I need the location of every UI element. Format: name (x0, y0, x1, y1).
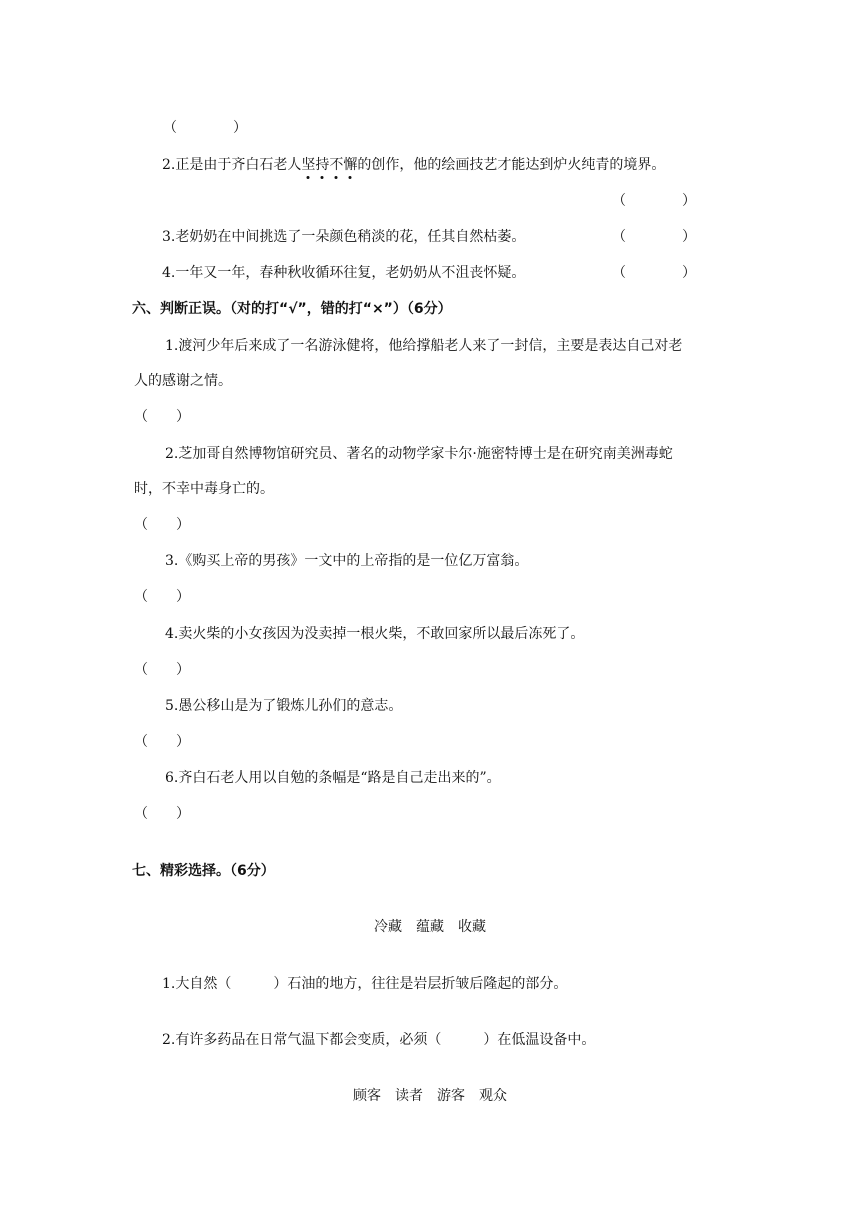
question-text: 的创作，他的绘画技艺才能达到炉火纯青的境界。 (357, 157, 666, 173)
answer-paren[interactable]: （ ） (612, 229, 696, 245)
sec6-question-2-line1: 2.芝加哥自然博物馆研究员、著名的动物学家卡尔·施密特博士是在研究南美洲毒蛇 (165, 446, 673, 462)
sec6-question-2-line2: 时，不幸中毒身亡的。 (134, 481, 274, 497)
answer-paren[interactable]: （ ） (612, 265, 696, 281)
sec7-question-1: 1.大自然（ ）石油的地方，往往是岩层折皱后隆起的部分。 (162, 976, 568, 992)
answer-paren[interactable]: （ ） (134, 806, 190, 822)
sec5-question-2 (162, 156, 665, 174)
answer-paren[interactable]: （ ） (134, 662, 190, 678)
answer-paren[interactable]: （ ） (134, 409, 190, 425)
sec6-question-4: 4.卖火柴的小女孩因为没卖掉一根火柴，不敢回家所以最后冻死了。 (165, 626, 585, 642)
answer-paren[interactable]: （ ） (134, 517, 190, 533)
section-6-title: 六、判断正误。（对的打“√”，错的打“×”）（6分） (132, 301, 452, 317)
emphasized-char: 坚 (301, 157, 315, 173)
answer-paren[interactable]: （ ） (134, 734, 190, 750)
sec6-question-6: 6.齐白石老人用以自勉的条幅是“路是自己走出来的”。 (165, 770, 501, 786)
sec6-question-1-line2: 人的感谢之情。 (134, 373, 232, 389)
emphasized-char: 不 (329, 157, 343, 173)
sec5-question-3: 3.老奶奶在中间挑选了一朵颜色稍淡的花，任其自然枯萎。 (162, 229, 526, 245)
word-choices-1: 冷藏 蕴藏 收藏 (374, 919, 486, 935)
answer-paren[interactable]: （ ） (612, 193, 696, 209)
sec6-question-3: 3.《购买上帝的男孩》一文中的上帝指的是一位亿万富翁。 (165, 553, 529, 569)
question-text: 2.正是由于齐白石老人 (162, 157, 302, 173)
sec7-question-2: 2.有许多药品在日常气温下都会变质，必须（ ）在低温设备中。 (162, 1032, 596, 1048)
emphasized-char: 持 (315, 157, 329, 173)
answer-paren[interactable]: （ ） (163, 120, 247, 136)
emphasized-char: 懈 (343, 157, 357, 173)
section-7-title: 七、精彩选择。（6分） (132, 863, 275, 879)
sec5-question-4: 4.一年又一年，春种秋收循环往复，老奶奶从不沮丧怀疑。 (162, 265, 526, 281)
answer-paren[interactable]: （ ） (134, 589, 190, 605)
sec6-question-5: 5.愚公移山是为了锻炼儿孙们的意志。 (165, 698, 403, 714)
word-choices-2: 顾客 读者 游客 观众 (353, 1088, 507, 1104)
sec6-question-1-line1: 1.渡河少年后来成了一名游泳健将，他给撑船老人来了一封信，主要是表达自己对老 (165, 338, 683, 354)
